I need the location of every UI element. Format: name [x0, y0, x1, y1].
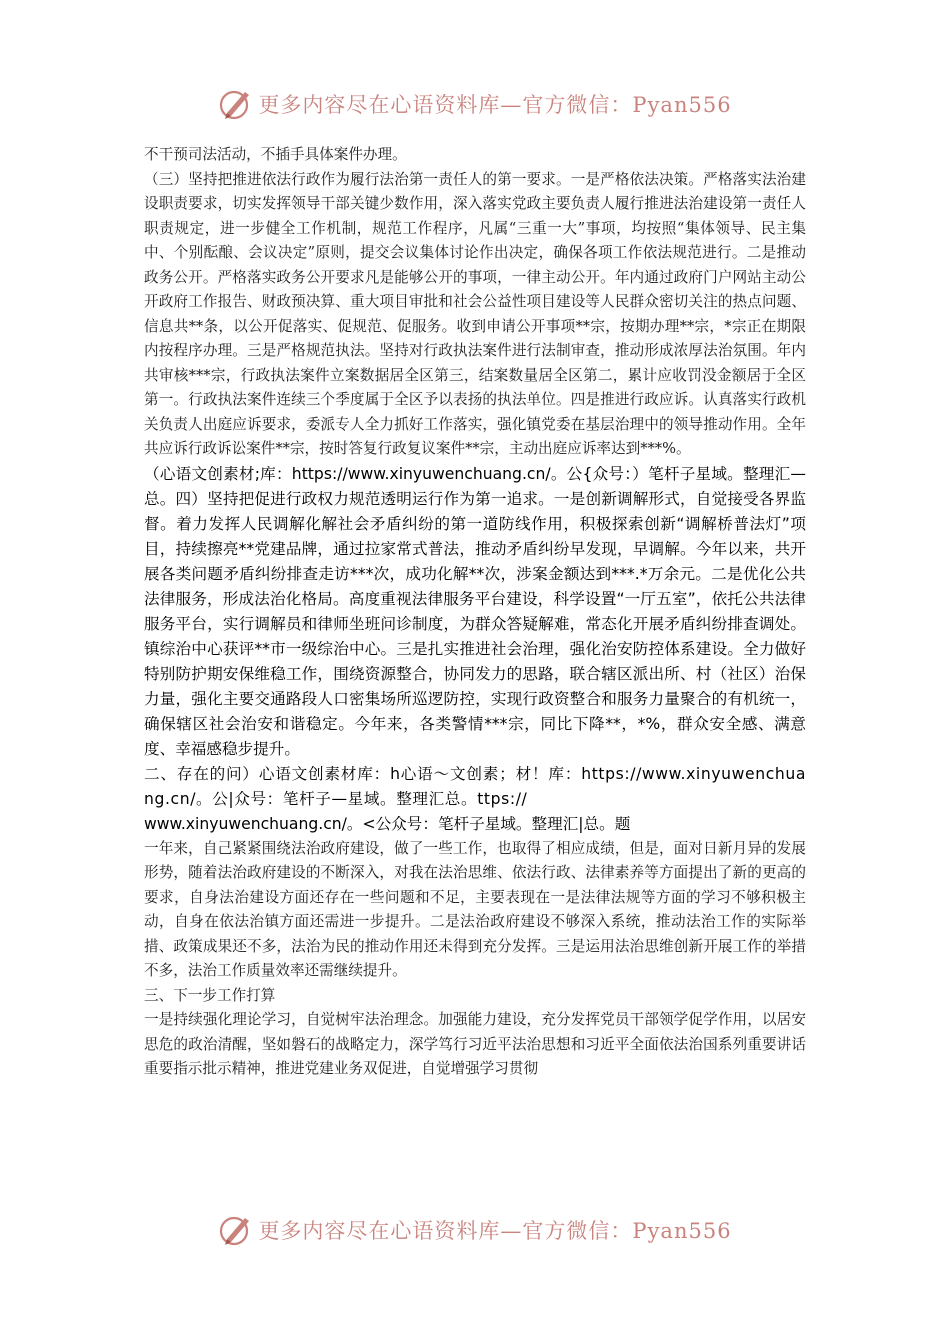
section-heading-2-cont: www.xinyuwenchuang.cn/。<公众号：笔杆子星域。整理汇|总。题: [144, 814, 631, 833]
footer-watermark-banner: [0, 1210, 950, 1250]
paragraph-4: 一年来，自己紧紧围绕法治政府建设，做了一些工作，也取得了相应成绩，但是，面对日新月异的发展形势，随着法治政府建设的不断深入，对我在法治思维、依法行政、法律素养等方面提出了新的更高的要求，自身法治建设方面还存在一些问题和不足，主要表现在一是法律法规等方面的学习不够积极主动，自身在依法治镇方面还需进一步提升。二是法治政府建设不够深入系统，推动法治工作的实际举措、政策成果还不多，法治为民的推动作用还未得到充分发挥。三是运用法治思维创新开展工作的举措不多，法治工作质量效率还需继续提升。: [144, 839, 806, 979]
section-heading-3: 三、下一步工作打算: [144, 986, 276, 1004]
paragraph-2: （三）坚持把推进依法行政作为履行法治第一责任人的第一要求。一是严格依法决策。严格落实法治建设职责要求，切实发挥领导干部关键少数作用，深入落实党政主要负责人履行推进法治建设第一责任人职责规定，进一步健全工作机制，规范工作程序，凡属“三重一大”事项，均按照“集体领导、民主集中、个别酝酿、会议决定”原则，提交会议集体讨论作出决定，确保各项工作依法规范进行。二是推动政务公开。严格落实政务公开要求凡是能够公开的事项，一律主动公开。年内通过政府门户网站主动公开政府工作报告、财政预决算、重大项目审批和社会公益性项目建设等人民群众密切关注的热点问题、信息共**条，以公开促落实、促规范、促服务。收到申请公开事项**宗，按期办理**宗，*宗正在期限内按程序办理。三是严格规范执法。坚持对行政执法案件进行法制审查，推动形成浓厚法治氛围。年内共审核***宗，行政执法案件立案数据居全区第三，结案数量居全区第二，累计应收罚没金额居于全区第一。行政执法案件连续三个季度属于全区予以表扬的执法单位。四是推进行政应诉。认真落实行政机关负责人出庭应诉要求，委派专人全力抓好工作落实，强化镇党委在基层治理中的领导推动作用。全年共应诉行政诉讼案件**宗，按时答复行政复议案件**宗，主动出庭应诉率达到***%。: [144, 170, 806, 457]
section-heading-2: 二、存在的问）心语文创素材库：h心语～文创素；材！库：https://www.xinyuwenchuang.cn/。公|众号：笔杆子—星域。整理汇总。ttps://: [144, 764, 806, 808]
paragraph-5: 一是持续强化理论学习，自觉树牢法治理念。加强能力建设，充分发挥党员干部领学促学作用，以居安思危的政治清醒，坚如磐石的战略定力，深学笃行习近平法治思想和习近平全面依法治国系列重要讲话重要指示批示精神，推进党建业务双促进，自觉增强学习贯彻: [144, 1011, 806, 1077]
paragraph-3: （心语文创素材;库：https://www.xinyuwenchuang.cn/。公{众号：）笔杆子星域。整理汇—总。四）坚持把促进行政权力规范透明运行作为第一追求。一是创新调解形式，自觉接受各界监督。着力发挥人民调解化解社会矛盾纠纷的第一道防线作用，积极探索创新“调解桥普法灯”项目，持续擦亮**党建品牌，通过拉家常式普法，推动矛盾纠纷早发现，早调解。今年以来，共开展各类问题矛盾纠纷排查走访***次，成功化解**次，涉案金额达到***.*万余元。二是优化公共法律服务，形成法治化格局。高度重视法律服务平台建设，科学设置“一厅五室”，依托公共法律服务平台，实行调解员和律师坐班问诊制度，为群众答疑解难，常态化开展矛盾纠纷排查调处。镇综治中心获评**市一级综治中心。三是扎实推进社会治理，强化治安防控体系建设。全力做好特别防护期安保维稳工作，围绕资源整合，协同发力的思路，联合辖区派出所、村（社区）治保力量，强化主要交通路段人口密集场所巡逻防控，实现行政资整合和服务力量聚合的有机统一，确保辖区社会治安和谐稳定。今年来，各类警情***宗，同比下降**，*%，群众安全感、满意度、幸福感稳步提升。: [144, 464, 806, 758]
banner-text: 更多内容尽在心语资料库—官方微信：Pyan556: [258, 93, 732, 117]
paragraph-1: 不干预司法活动，不插手具体案件办理。: [144, 146, 407, 163]
pen-logo-icon: [218, 86, 254, 122]
header-watermark-banner: [0, 84, 950, 124]
pen-logo-icon: [218, 1212, 254, 1248]
document-body: [144, 143, 806, 1082]
banner-text: 更多内容尽在心语资料库—官方微信：Pyan556: [258, 1219, 732, 1243]
